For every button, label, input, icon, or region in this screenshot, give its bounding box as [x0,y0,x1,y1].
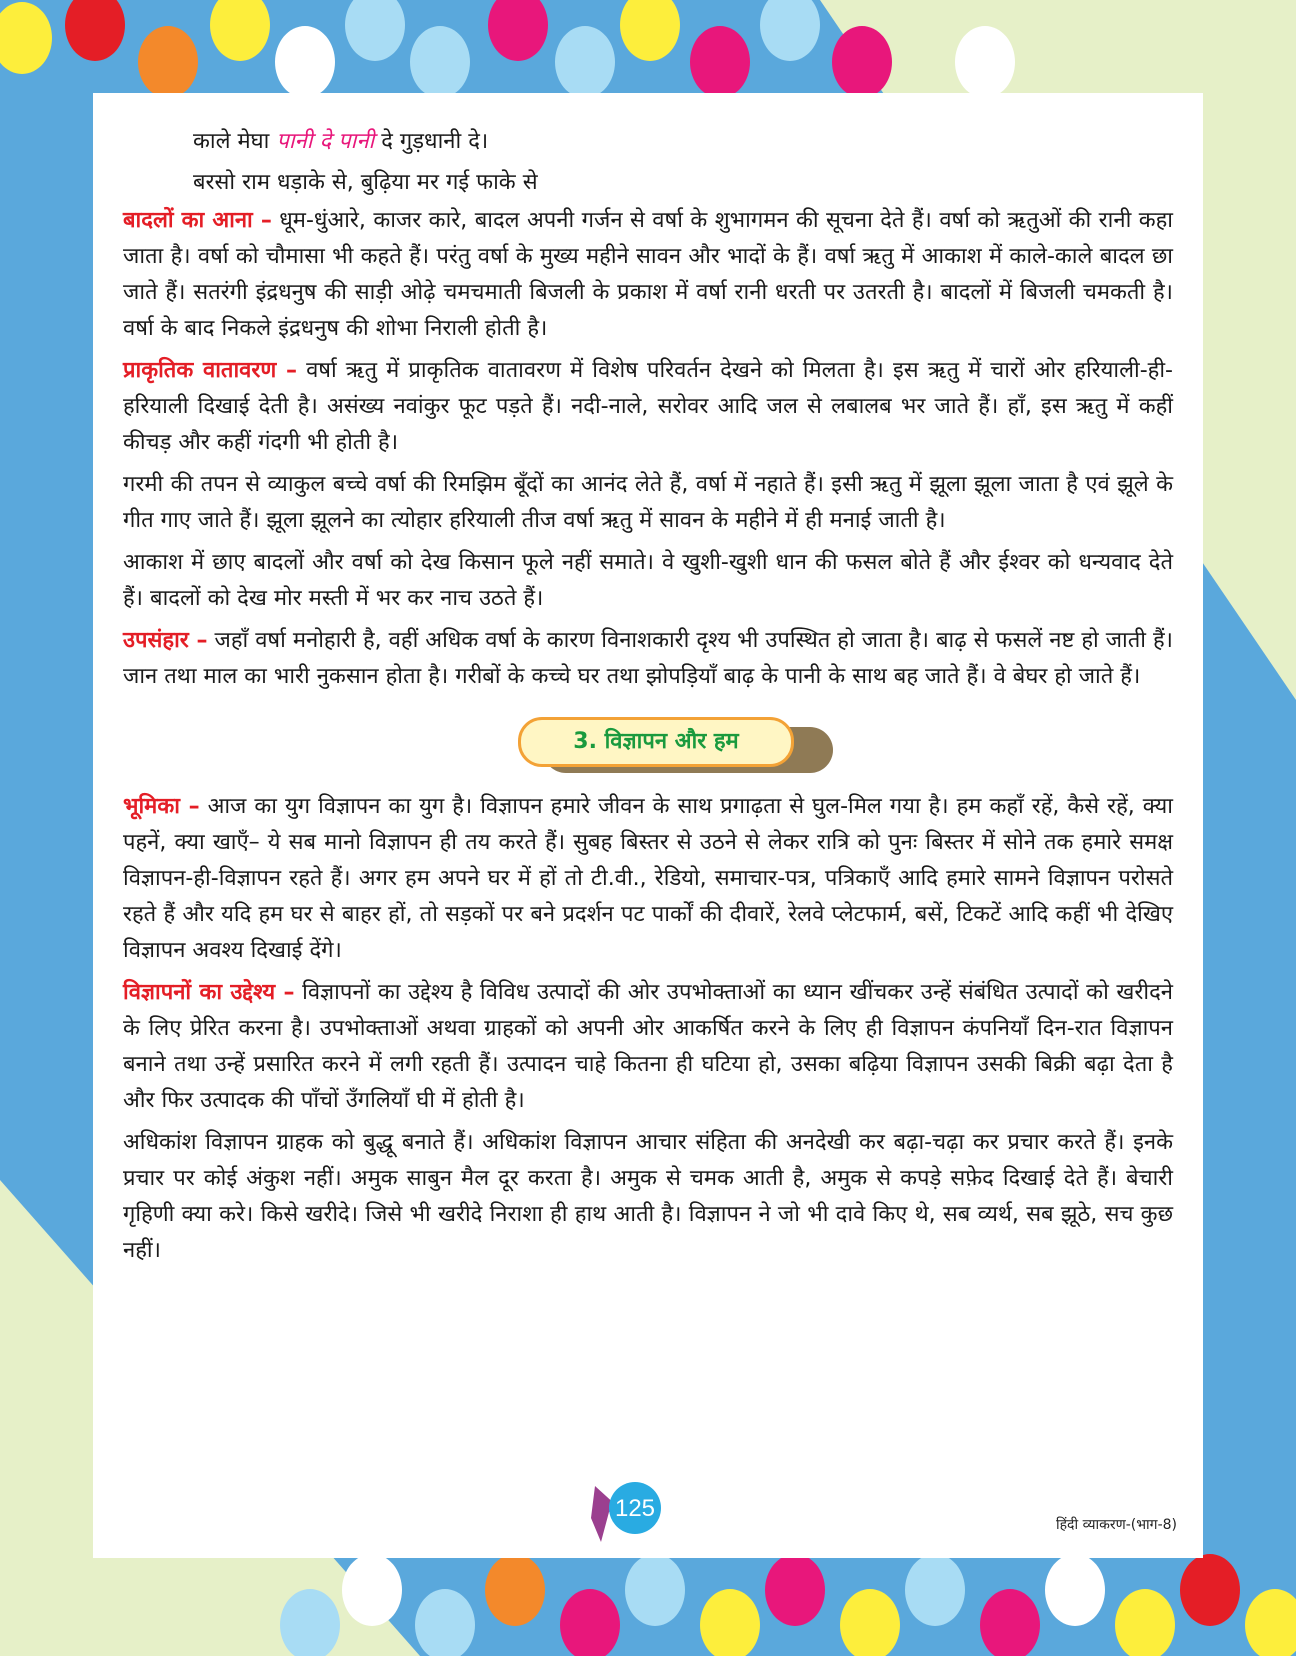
heading-clouds: बादलों का आना – [123,208,272,233]
paragraph-farmer: आकाश में छाए बादलों और वर्षा को देख किसान फूले नहीं समाते। वे खुशी-खुशी धान की फसल बोते हैं और ईश्वर को धन्यवाद देते हैं। बादलों को देख मोर मस्ती में भर कर नाच उठते हैं। [123,550,1173,611]
book-title: हिंदी व्याकरण-(भाग-8) [1056,1517,1177,1533]
paragraph-intro: भूमिका – आज का युग विज्ञापन का युग है। विज्ञापन हमारे जीवन के साथ प्रगाढ़ता से घुल-मिल गया है। हम कहाँ रहें, कैसे रहें, क्या पहनें, क्या खाएँ– ये सब मानो विज्ञापन ही तय करते हैं। सुबह बिस्तर से उठने से लेकर रात्रि को पुनः बिस्तर में सोने तक हमारे समक्ष विज्ञापन-ही-विज्ञापन रहते हैं। अगर हम अपने घर में हों तो टी.वी., रेडियो, समाचार-पत्र, पत्रिकाएँ आदि हमारे सामने विज्ञापन परोसते रहते हैं और यदि हम घर से बाहर हों, तो सड़कों पर बने प्रदर्शन पट पार्कों की दीवारें, रेलवे प्लेटफार्म, बसें, टिकटें आदि कहीं भी देखिए विज्ञापन अवश्य दिखाई देंगे। [123,794,1174,963]
content [123,121,1173,1269]
heading-purpose: विज्ञापनों का उद्देश्य – [123,980,295,1005]
page-number: 125 [614,1495,656,1522]
paragraph-heat: गरमी की तपन से व्याकुल बच्चे वर्षा की रिमझिम बूँदों का आनंद लेते हैं, वर्षा में नहाते हैं। इसी ऋतु में झूला झूला जाता है एवं झूले के गीत गाए जाते हैं। झूला झूलने का त्योहार हरियाली तीज वर्षा ऋतु में सावन के महीने में ही मनाई जाती है। [123,472,1173,533]
paragraph-nature: प्राकृतिक वातावरण – वर्षा ऋतु में प्राकृतिक वातावरण में विशेष परिवर्तन देखने को मिलता है। इस ऋतु में चारों ओर हरियाली-ही-हरियाली दिखाई देती है। असंख्य नवांकुर फूट पड़ते हैं। नदी-नाले, सरोवर आदि जल से लबालब भर जाते हैं। हाँ, इस ऋतु में कहीं कीचड़ और कहीं गंदगी भी होती है। [123,358,1173,455]
paragraph-misleading: अधिकांश विज्ञापन ग्राहक को बुद्धू बनाते हैं। अधिकांश विज्ञापन आचार संहिता की अनदेखी कर बढ़ा-चढ़ा कर प्रचार करते हैं। इनके प्रचार पर कोई अंकुश नहीं। अमुक साबुन मैल दूर करता है। अमुक से चमक आती है, अमुक से कपड़े सफ़ेद दिखाई देते हैं। बेचारी गृहिणी क्या करे। किसे खरीदे। जिसे भी खरीदे निराशा ही हाथ आती है। विज्ञापन ने जो भी दावे किए थे, सब व्यर्थ, सब झूठे, सच कुछ नहीं। [123,1130,1173,1263]
page-sheet [93,93,1203,1558]
heading-nature: प्राकृतिक वातावरण – [123,358,298,383]
paragraph-clouds: बादलों का आना – धूम-धुंआरे, काजर कारे, बादल अपनी गर्जन से वर्षा के शुभागमन की सूचना देते हैं। वर्षा को ऋतुओं की रानी कहा जाता है। वर्षा को चौमासा भी कहते हैं। परंतु वर्षा के मुख्य महीने सावन और भादों के हैं। वर्षा ऋतु में आकाश में काले-काले बादल छा जाते हैं। सतरंगी इंद्रधनुष की साड़ी ओढ़े चमचमाती बिजली के प्रकाश में वर्षा रानी धरती पर उतरती है। बादलों में बिजली चमकती है। वर्षा के बाद निकले इंद्रधनुष की शोभा निराली होती है। [123,208,1173,341]
section-header [123,707,1173,783]
page-number-badge [583,1478,663,1548]
poem-highlight: पानी दे पानी [276,129,375,154]
paragraph-purpose: विज्ञापनों का उद्देश्य – विज्ञापनों का उद्देश्य है विविध उत्पादों की ओर उपभोक्ताओं का ध्यान खींचकर उन्हें संबंधित उत्पादों को खरीदने के लिए प्रेरित करना है। उपभोक्ताओं अथवा ग्राहकों को अपनी ओर आकर्षित करने के लिए ही विज्ञापन कंपनियाँ दिन-रात विज्ञापन बनाने तथा उन्हें प्रसारित करने में लगी रहती हैं। उत्पादन चाहे कितना ही घटिया हो, उसका बढ़िया विज्ञापन उसकी बिक्री बढ़ा देता है और फिर उत्पादक की पाँचों उँगलियाँ घी में होती है। [123,980,1173,1113]
bottom-dots [280,1554,1296,1656]
poem-line-2: बरसो राम धड़ाके से, बुढ़िया मर गई फाके से [193,170,538,195]
heading-intro: भूमिका – [123,794,200,819]
heading-conclusion: उपसंहार – [123,628,208,653]
poem [123,121,1173,203]
paragraph-conclusion: उपसंहार – जहाँ वर्षा मनोहारी है, वहीं अधिक वर्षा के कारण विनाशकारी दृश्य भी उपस्थित हो जाता है। बाढ़ से फसलें नष्ट हो जाती हैं। जान तथा माल का भारी नुकसान होता है। गरीबों के कच्चे घर तथा झोपड़ियाँ बाढ़ के पानी के साथ बह जाते हैं। वे बेघर हो जाते हैं। [123,628,1173,689]
section-title: 3. विज्ञापन और हम [518,717,794,767]
poem-line-1: काले मेघा पानी दे पानी दे गुड़धानी दे। [193,129,489,154]
